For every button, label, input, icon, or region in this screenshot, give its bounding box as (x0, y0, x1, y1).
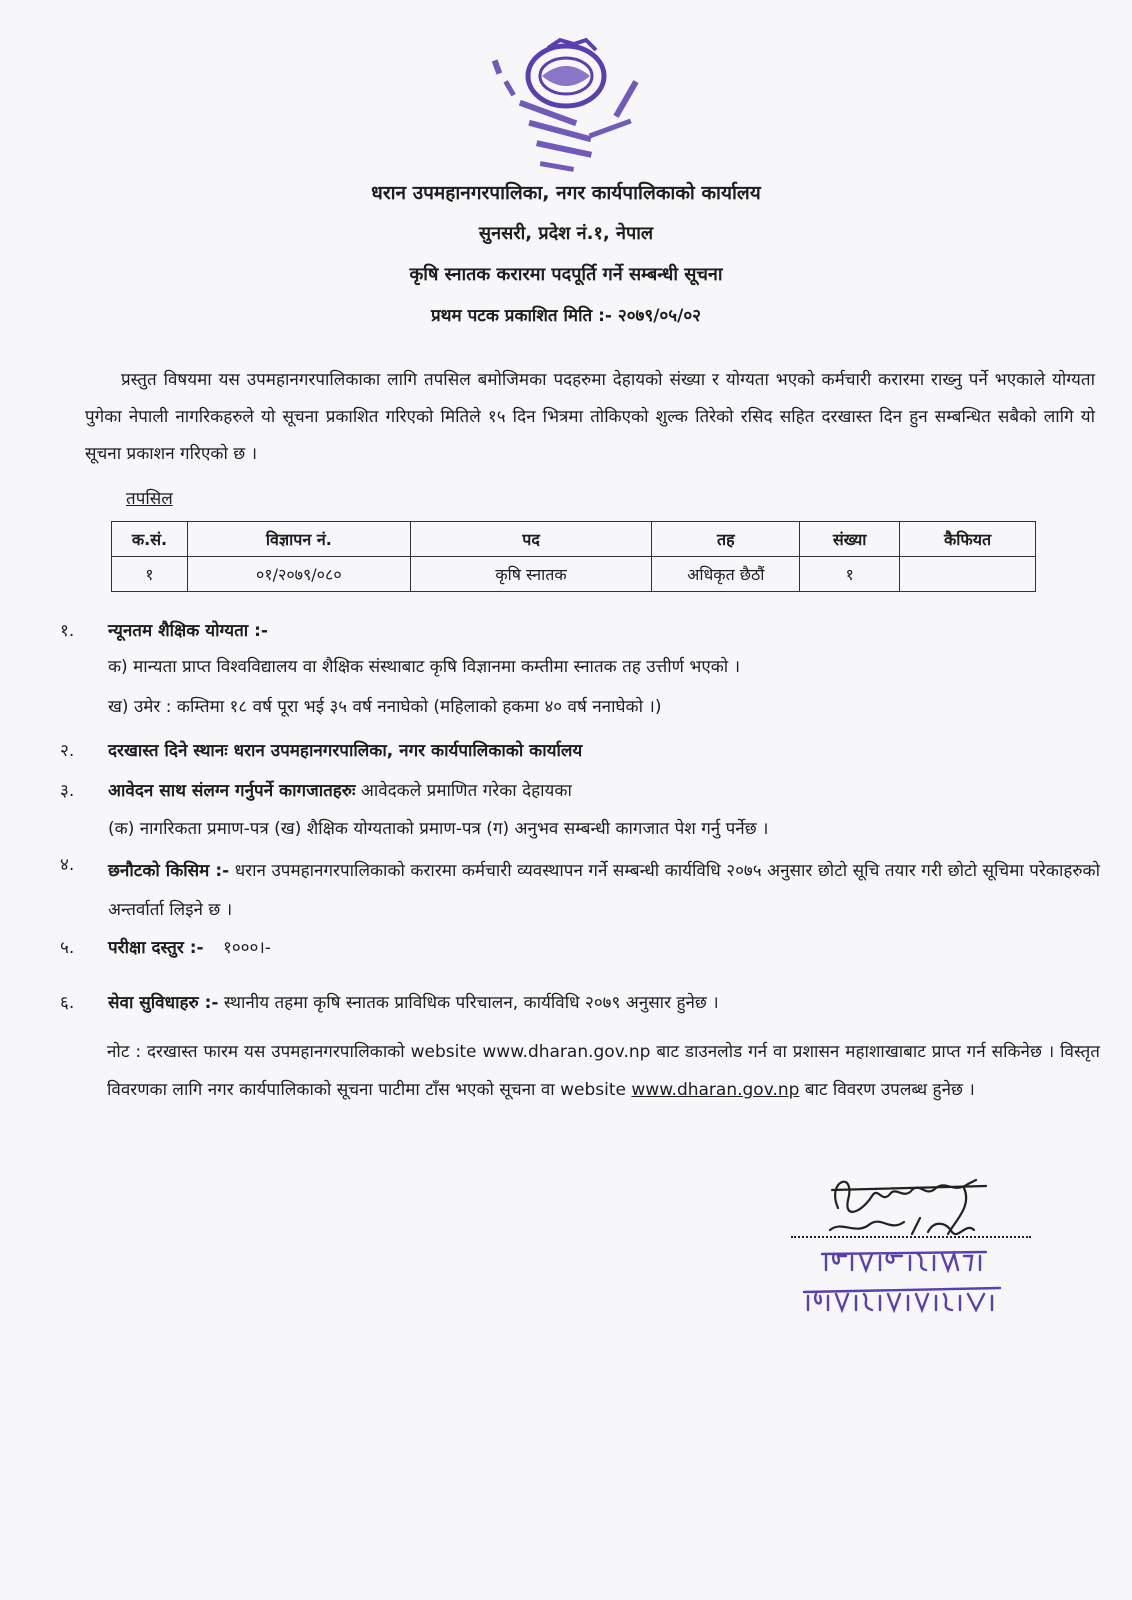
requirement-number: ५. (60, 938, 75, 958)
col-header-level: तह (652, 522, 800, 557)
col-header-sn: क.सं. (112, 522, 188, 557)
requirement-title: न्यूनतम शैक्षिक योग्यता :- (108, 621, 268, 641)
notice-header (0, 182, 1132, 327)
requirement-line: (क) नागरिकता प्रमाण-पत्र (ख) शैक्षिक योग्यताको प्रमाण-पत्र (ग) अनुभव सम्बन्धी कागजात पेश गर्नु पर्नेछ । (108, 819, 769, 839)
table-header-row (112, 522, 1036, 557)
website-link[interactable]: www.dharan.gov.np (631, 1080, 800, 1100)
office-address: सुनसरी, प्रदेश नं.१, नेपाल (478, 223, 654, 244)
publication-date: प्रथम पटक प्रकाशित मिति :- २०७९/०५/०२ (430, 306, 701, 326)
cell-sn: १ (112, 557, 188, 592)
requirement-title: परीक्षा दस्तुर :- (108, 938, 204, 958)
requirement-number: २. (60, 741, 75, 761)
requirement-title: आवेदन साथ संलग्न गर्नुपर्ने कागजातहरुः (108, 781, 356, 801)
requirement-number: ४. (60, 855, 75, 875)
requirement-text: १०००।- (222, 938, 271, 958)
requirement-title: छनौटको किसिम :- (108, 861, 230, 881)
requirement-title: सेवा सुविधाहरु :- (108, 993, 219, 1013)
note-text-end: बाट विवरण उपलब्ध हुनेछ । (804, 1080, 975, 1100)
schedule-label: तपसिल (126, 489, 173, 509)
table-row (112, 557, 1036, 592)
notice-title: कृषि स्नातक करारमा पदपूर्ति गर्ने सम्बन्धी सूचना (409, 264, 723, 285)
note-paragraph (107, 1033, 1100, 1109)
note-text: नोट : दरखास्त फारम यस उपमहानगरपालिकाको website www.dharan.gov.np बाट डाउनलोड गर्न वा प्रशासन महाशाखाबाट प्राप्त गर्न सकिनेछ । विस्तृत विवरणका लागि नगर कार्यपालिकाको सूचना पाटीमा टाँस भएको सूचना वा website (107, 1042, 1100, 1100)
requirement-line: ख) उमेर : कम्तिमा १८ वर्ष पूरा भई ३५ वर्ष ननाघेको (महिलाको हकमा ४० वर्ष ननाघेको ।) (108, 697, 662, 717)
cell-level: अधिकृत छैठौं (652, 557, 800, 592)
requirement-number: १. (60, 621, 75, 641)
requirement-line: क) मान्यता प्राप्त विश्वविद्यालय वा शैक्षिक संस्थाबाट कृषि विज्ञानमा कम्तीमा स्नातक तह उत्तीर्ण भएको । (108, 657, 741, 677)
requirement-number: ३. (60, 781, 75, 801)
cell-advert-no: ०१/२०७९/०८० (187, 557, 410, 592)
requirement-text: धरान उपमहानगरपालिकाको करारमा कर्मचारी व्यवस्थापन गर्ने सम्बन्धी कार्यविधि २०७५ अनुसार छोटो सूचि तयार गरी छोटो सूचिमा परेकाहरुको अन्तर्वार्ता लिइने छ । (108, 861, 1100, 920)
col-header-remarks: कैफियत (900, 522, 1036, 557)
signature-block (786, 1160, 1056, 1320)
col-header-post: पद (410, 522, 652, 557)
signature-name-stamp (786, 1160, 1056, 1320)
requirement-title: दरखास्त दिने स्थानः धरान उपमहानगरपालिका, नगर कार्यपालिकाको कार्यालय (108, 741, 583, 761)
posts-table (111, 521, 1036, 592)
col-header-count: संख्या (800, 522, 900, 557)
official-stamp (478, 36, 658, 186)
cell-post: कृषि स्नातक (410, 557, 652, 592)
requirement-number: ६. (60, 993, 75, 1013)
office-name: धरान उपमहानगरपालिका, नगर कार्यपालिकाको कार्यालय (371, 182, 761, 204)
cell-count: १ (800, 557, 900, 592)
col-header-advert-no: विज्ञापन नं. (187, 522, 410, 557)
requirement-text: स्थानीय तहमा कृषि स्नातक प्राविधिक परिचालन, कार्यविधि २०७९ अनुसार हुनेछ । (223, 993, 719, 1013)
cell-remarks (900, 557, 1036, 592)
intro-paragraph: प्रस्तुत विषयमा यस उपमहानगरपालिकाका लागि तपसिल बमोजिमका पदहरुमा देहायको संख्या र योग्यता भएको कर्मचारी करारमा राख्नु पर्ने भएकाले योग्यता पुगेका नेपाली नागरिकहरुले यो सूचना प्रकाशित गरिएको मितिले १५ दिन भित्रमा तोकिएको शुल्क तिरेको रसिद सहित दरखास्त दिन हुन सम्बन्धित सबैको लागि यो सूचना प्रकाशन गरिएको छ । (85, 370, 1095, 464)
requirement-text: आवेदकले प्रमाणित गरेका देहायका (360, 781, 572, 801)
